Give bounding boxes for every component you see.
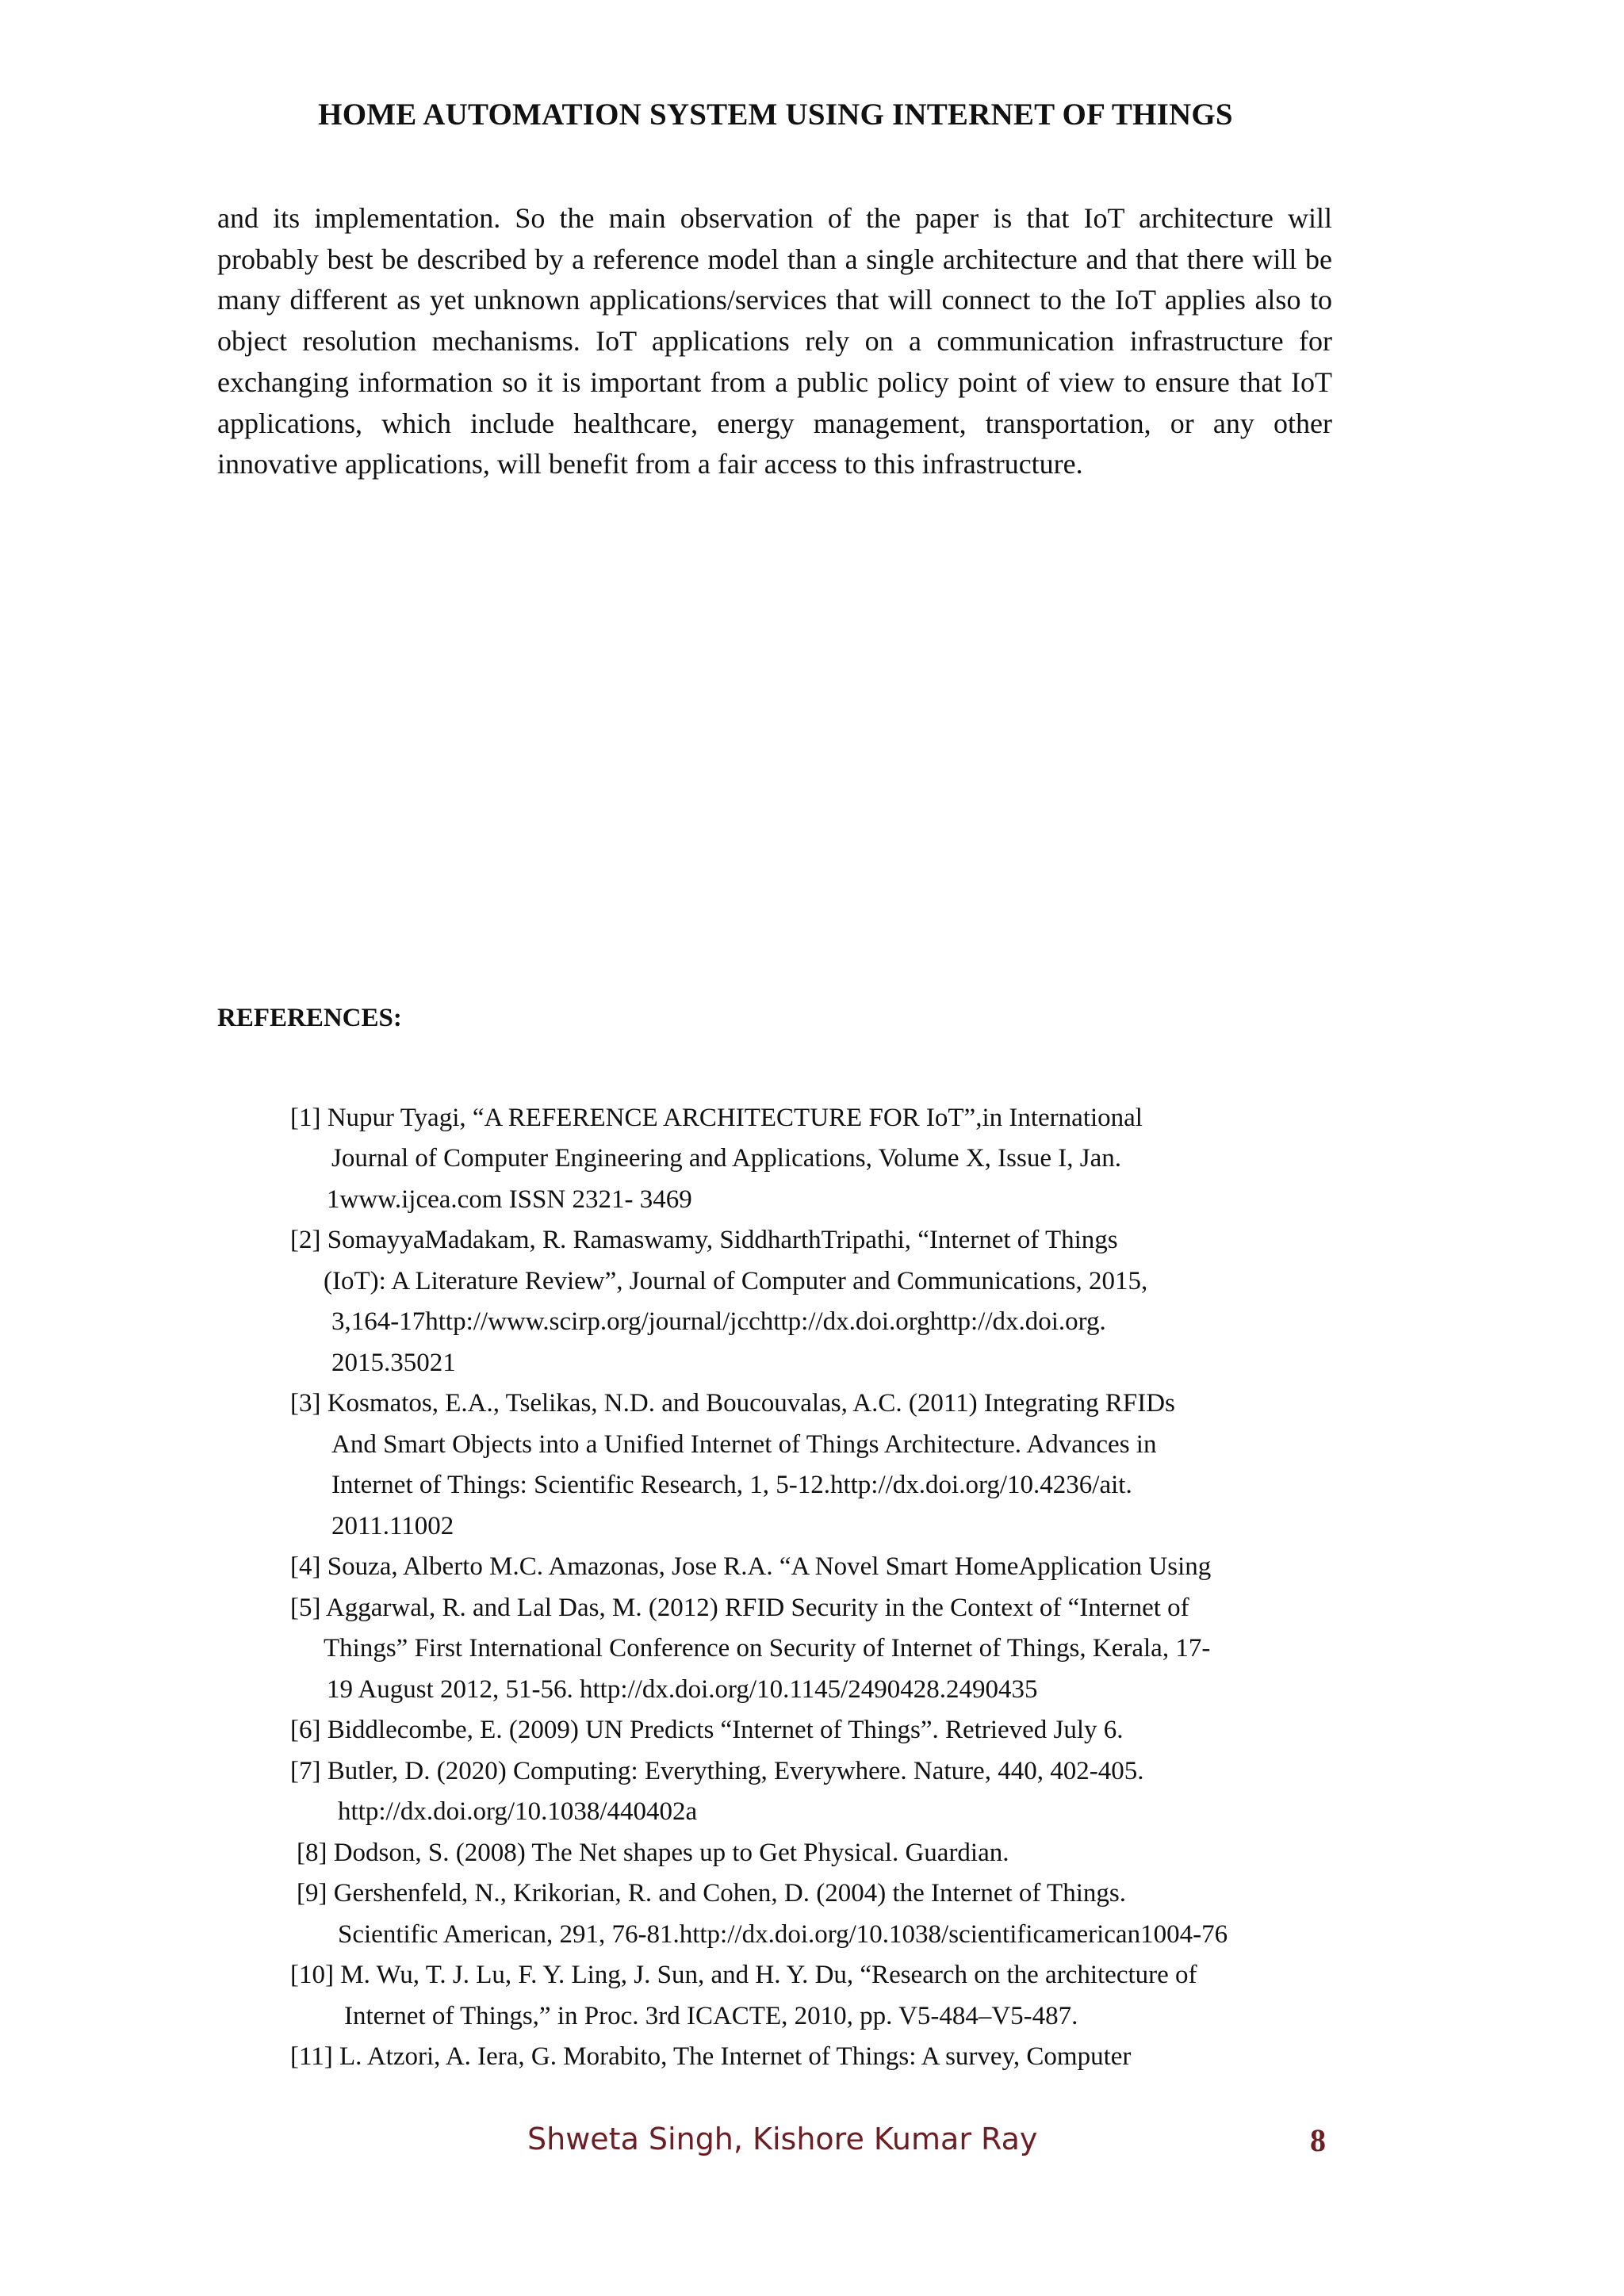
reference-line: [9] Gershenfeld, N., Krikorian, R. and Cohen, D. (2004) the Internet of Things. — [297, 1879, 1126, 1908]
footer-authors: Shweta Singh, Kishore Kumar Ray — [527, 2122, 1038, 2156]
reference-line: Internet of Things,” in Proc. 3rd ICACTE, 2010, pp. V5-484–V5-487. — [344, 2002, 1078, 2030]
references-heading: REFERENCES: — [217, 1004, 402, 1032]
page-number: 8 — [1310, 2122, 1326, 2158]
reference-line: 2011.11002 — [331, 1512, 454, 1540]
body-paragraph: and its implementation. So the main observation of the paper is that IoT architecture will probably best be described by a reference model than a single architecture and that there will be many different as yet unknown applications/services that will connect to the IoT applies also to object resolution mechanisms. IoT applications rely on a communication infrastructure for exchanging information so it is important from a public policy point of view to ensure that IoT applications, which include healthcare, energy management, transportation, or any other innovative applications, will benefit from a fair access to this infrastructure. — [217, 202, 1332, 480]
reference-line: Journal of Computer Engineering and Applications, Volume X, Issue I, Jan. — [331, 1144, 1121, 1173]
reference-line: [1] Nupur Tyagi, “A REFERENCE ARCHITECTURE FOR IoT”,in International — [290, 1104, 1143, 1132]
reference-line: [11] L. Atzori, A. Iera, G. Morabito, The Internet of Things: A survey, Computer — [290, 2042, 1132, 2071]
reference-line: [5] Aggarwal, R. and Lal Das, M. (2012) RFID Security in the Context of “Internet of — [290, 1594, 1189, 1622]
reference-line: 1www.ijcea.com ISSN 2321- 3469 — [327, 1185, 692, 1214]
reference-line: [2] SomayyaMadakam, R. Ramaswamy, SiddharthTripathi, “Internet of Things — [290, 1226, 1118, 1254]
reference-line: http://dx.doi.org/10.1038/440402a — [338, 1797, 698, 1826]
reference-line: (IoT): A Literature Review”, Journal of Computer and Communications, 2015, — [324, 1267, 1148, 1295]
reference-line: [4] Souza, Alberto M.C. Amazonas, Jose R.A. “A Novel Smart HomeApplication Using — [290, 1552, 1212, 1581]
running-header: HOME AUTOMATION SYSTEM USING INTERNET OF THINGS — [318, 98, 1233, 132]
reference-line: [6] Biddlecombe, E. (2009) UN Predicts “Internet of Things”. Retrieved July 6. — [290, 1716, 1124, 1744]
reference-line: [7] Butler, D. (2020) Computing: Everything, Everywhere. Nature, 440, 402-405. — [290, 1757, 1144, 1785]
reference-line: 2015.35021 — [331, 1349, 456, 1377]
reference-line: And Smart Objects into a Unified Internet of Things Architecture. Advances in — [331, 1430, 1157, 1459]
reference-line: 3,164-17http://www.scirp.org/journal/jcchttp://dx.doi.orghttp://dx.doi.org. — [331, 1307, 1106, 1336]
reference-line: Things” First International Conference on Security of Internet of Things, Kerala, 17- — [324, 1634, 1211, 1663]
reference-line: 19 August 2012, 51-56. http://dx.doi.org/10.1145/2490428.2490435 — [327, 1675, 1038, 1704]
reference-line: Scientific American, 291, 76-81.http://dx.doi.org/10.1038/scientificamerican1004-76 — [338, 1920, 1228, 1949]
reference-line: [3] Kosmatos, E.A., Tselikas, N.D. and Boucouvalas, A.C. (2011) Integrating RFIDs — [290, 1389, 1175, 1418]
reference-line: Internet of Things: Scientific Research, 1, 5-12.http://dx.doi.org/10.4236/ait. — [331, 1471, 1132, 1499]
reference-line: [10] M. Wu, T. J. Lu, F. Y. Ling, J. Sun, and H. Y. Du, “Research on the architecture of — [290, 1961, 1197, 1989]
reference-line: [8] Dodson, S. (2008) The Net shapes up to Get Physical. Guardian. — [297, 1839, 1009, 1867]
